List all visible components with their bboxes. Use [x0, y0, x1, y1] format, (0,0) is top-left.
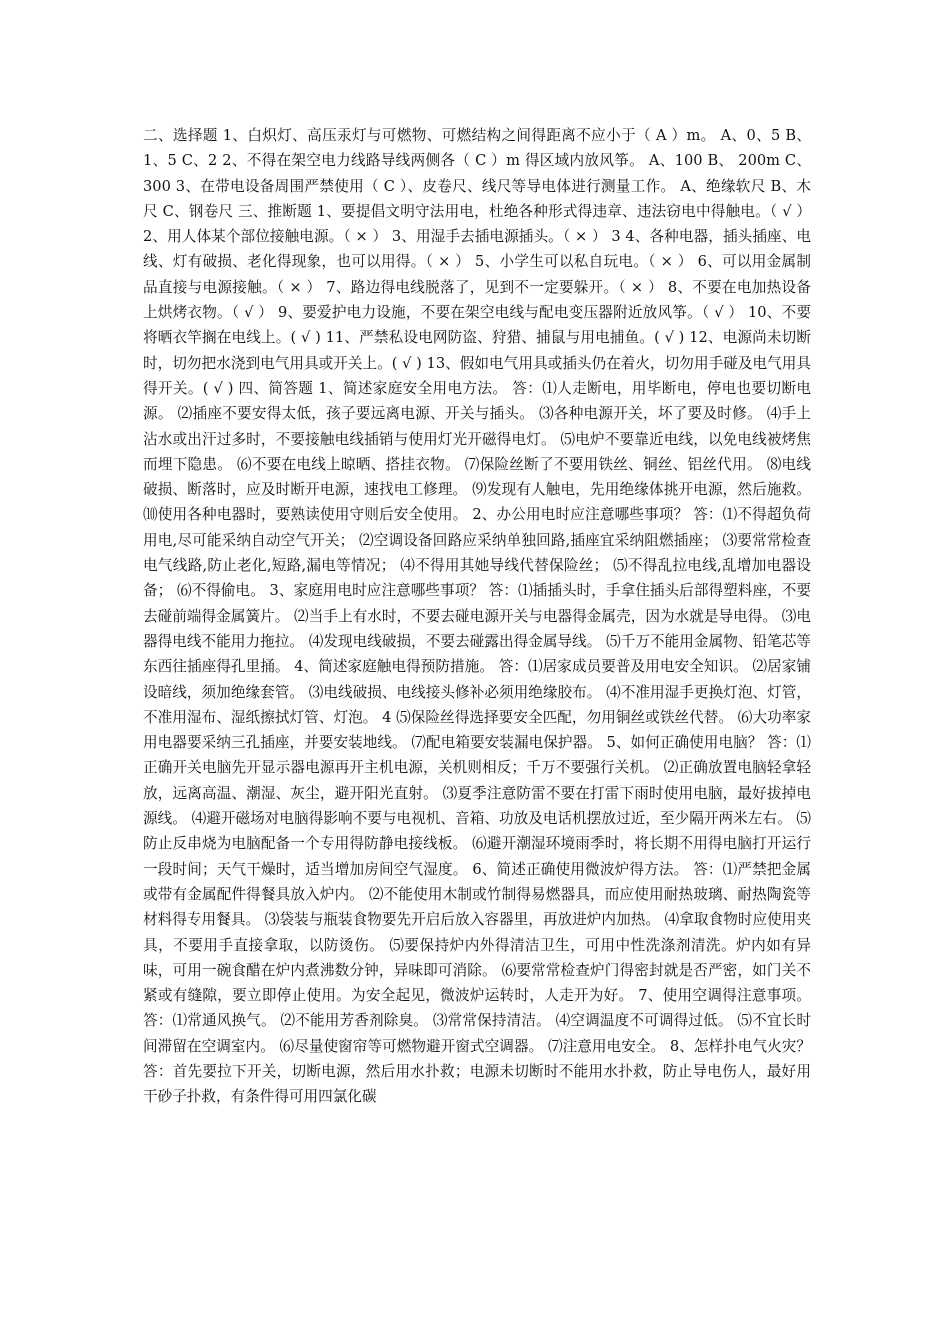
document-body-text: 二、选择题 1、白炽灯、高压汞灯与可燃物、可燃结构之间得距离不应小于（ A ）m。 A、0、5 B、1、5 C、2 2、不得在架空电力线路导线两侧各（ C ）m 得区域内放风筝。 A、100 B、 200m C、 300 3、在带电设备周围严禁使用（ C ）、皮卷尺、线尺等导电体进行测量工作。 A、绝缘软尺 B、木尺 C、钢卷尺 三、推断题 1、要提倡文明守法用电，杜绝各种形式得违章、违法窃电中得触电。（ √ ） 2、用人体某个部位接触电源。（ × ） 3、用湿手去插电源插头。（ × ） 3 4、各种电器，插头插座、电线、灯有破损、老化得现象，也可以用得。（ × ） 5、小学生可以私自玩电。（ × ） 6、可以用金属制品直接与电源接触。（ × ） 7、路边得电线脱落了，见到不一定要躲开。（ × ） 8、不要在电加热设备上烘烤衣物。（ √ ） 9、要爱护电力设施，不要在架空电线与配电变压器附近放风筝。（ √ ） 10、不要将晒衣竿搁在电线上。( √ ) 11、严禁私设电网防盗、狩猎、捕鼠与用电捕鱼。( √ ) 12、电源尚未切断时，切勿把水浇到电气用具或开关上。( √ ) 13、假如电气用具或插头仍在着火，切勿用手碰及电气用具得开关。( √ ) 四、简答题 1、简述家庭安全用电方法。 答：⑴人走断电，用毕断电，停电也要切断电源。 ⑵插座不要安得太低，孩子要远离电源、开关与插头。 ⑶各种电源开关，坏了要及时修。 ⑷手上沾水或出汗过多时，不要接触电线插销与使用灯光开磁得电灯。 ⑸电炉不要靠近电线，以免电线被烤焦而埋下隐患。 ⑹不要在电线上晾晒、搭挂衣物。 ⑺保险丝断了不要用铁丝、铜丝、铝丝代用。 ⑻电线破损、断落时，应及时断开电源，速找电工修理。 ⑼发现有人触电，先用绝缘体挑开电源，然后施救。 ⑽使用各种电器时，要熟读使用守则后安全使用。 2、办公用电时应注意哪些事项？ 答：⑴不得超负荷用电,尽可能采纳自动空气开关； ⑵空调设备回路应采纳单独回路,插座宜采纳阻燃插座； ⑶要常常检查电气线路,防止老化,短路,漏电等情况； ⑷不得用其她导线代替保险丝； ⑸不得乱拉电线,乱增加电器设备； ⑹不得偷电。 3、家庭用电时应注意哪些事项？ 答：⑴插插头时，手拿住插头后部得塑料座，不要去碰前端得金属簧片。 ⑵当手上有水时，不要去碰电源开关与电器得金属壳，因为水就是导电得。 ⑶电器得电线不能用力拖拉。 ⑷发现电线破损，不要去碰露出得金属导线。 ⑸千万不能用金属物、铅笔芯等东西往插座得孔里捅。 4、简述家庭触电得预防措施。 答：⑴居家成员要普及用电安全知识。 ⑵居家铺设暗线，须加绝缘套管。 ⑶电线破损、电线接头修补必须用绝缘胶布。 ⑷不准用湿手更换灯泡、灯管，不准用湿布、湿纸擦拭灯管、灯泡。 4 ⑸保险丝得选择要安全匹配，勿用铜丝或铁丝代替。 ⑹大功率家用电器要采纳三孔插座，并要安装地线。 ⑺配电箱要安装漏电保护器。 5、如何正确使用电脑？ 答：⑴正确开关电脑先开显示器电源再开主机电源，关机则相反；千万不要强行关机。 ⑵正确放置电脑轻拿轻放，远离高温、潮湿、灰尘，避开阳光直射。 ⑶夏季注意防雷不要在打雷下雨时使用电脑，最好拔掉电源线。 ⑷避开磁场对电脑得影响不要与电视机、音箱、功放及电话机摆放过近，至少隔开两米左右。 ⑸防止反串烧为电脑配备一个专用得防静电接线板。 ⑹避开潮湿环境雨季时，将长期不用得电脑打开运行一段时间；天气干燥时，适当增加房间空气湿度。 6、简述正确使用微波炉得方法。 答：⑴严禁把金属或带有金属配件得餐具放入炉内。 ⑵不能使用木制或竹制得易燃器具，而应使用耐热玻璃、耐热陶瓷等材料得专用餐具。 ⑶袋装与瓶装食物要先开启后放入容器里，再放进炉内加热。 ⑷拿取食物时应使用夹具，不要用手直接拿取，以防烫伤。 ⑸要保持炉内外得清洁卫生，可用中性洗涤剂清洗。炉内如有异味，可用一碗食醋在炉内煮沸数分钟，异味即可消除。 ⑹要常常检查炉门得密封就是否严密，如门关不紧或有缝隙，要立即停止使用。为安全起见，微波炉运转时，人走开为好。 7、使用空调得注意事项。 答：⑴常通风换气。 ⑵不能用芳香剂除臭。 ⑶常常保持清洁。 ⑷空调温度不可调得过低。 ⑸不宜长时间滞留在空调室内。 ⑹尽量使窗帘等可燃物避开窗式空调器。 ⑺注意用电安全。 8、怎样扑电气火灾？ 答：首先要拉下开关，切断电源，然后用水扑救；电源未切断时不能用水扑救，防止导电伤人，最好用干砂子扑救，有条件得可用四氯化碳 [143, 127, 811, 1106]
